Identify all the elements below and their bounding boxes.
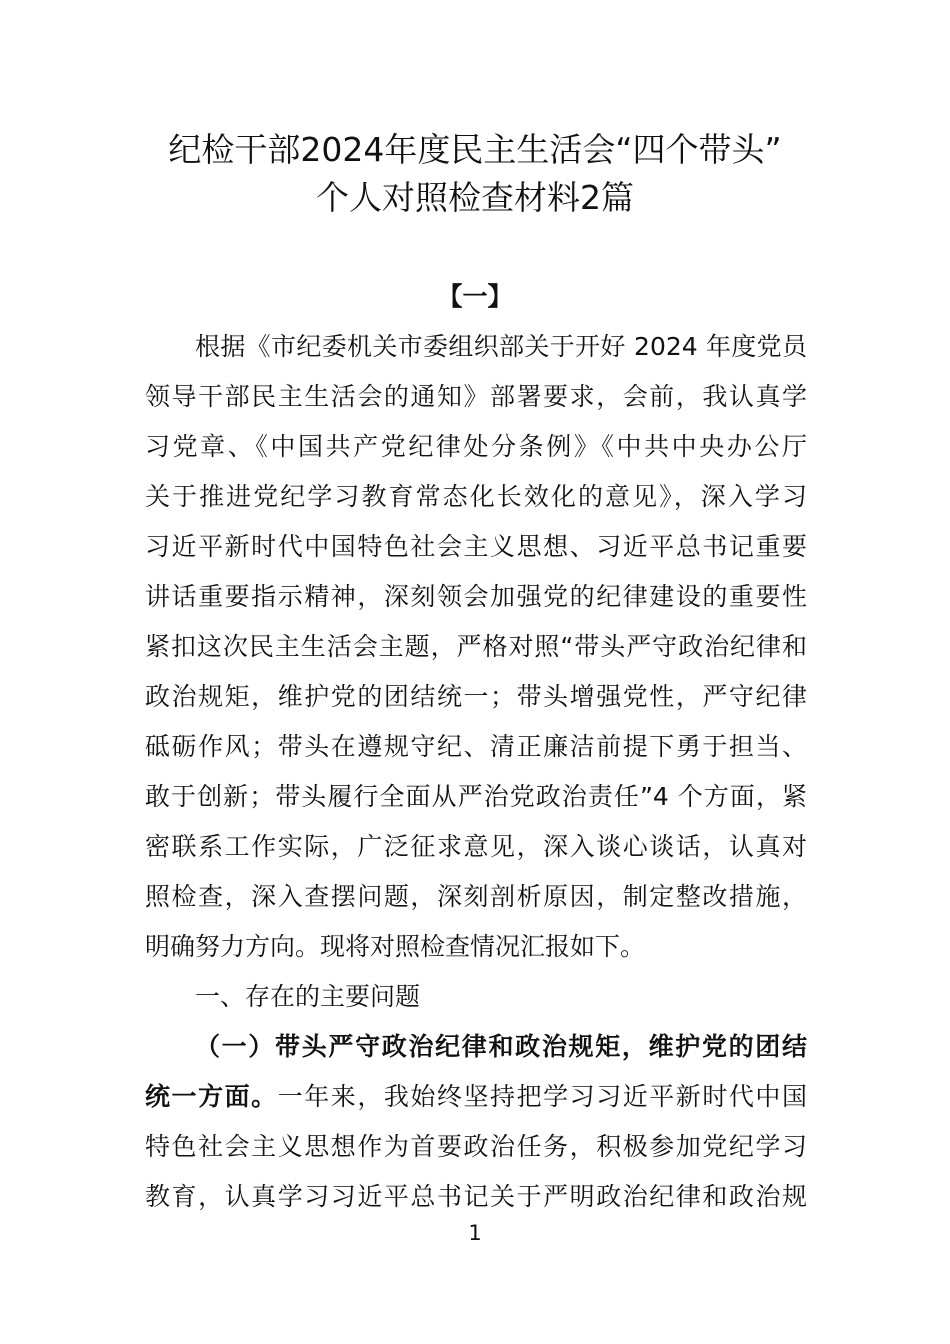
intro-paragraph-line: 领导干部民主生活会的通知》部署要求，会前，我认真学 bbox=[145, 382, 807, 411]
subsection-heading-1-continued: 统一方面。 bbox=[145, 1082, 278, 1111]
intro-paragraph-line: 讲话重要指示精神，深刻领会加强党的纪律建设的重要性 bbox=[145, 582, 807, 611]
subsection-1-line: 特色社会主义思想作为首要政治任务，积极参加党纪学习 bbox=[145, 1132, 807, 1161]
intro-paragraph-line: 敢于创新；带头履行全面从严治党政治责任”4 个方面，紧 bbox=[145, 782, 807, 811]
document-title-line-2: 个人对照检查材料2篇 bbox=[316, 178, 634, 217]
document-title-line-1: 纪检干部2024年度民主生活会“四个带头” bbox=[168, 130, 782, 169]
intro-paragraph-line: 紧扣这次民主生活会主题，严格对照“带头严守政治纪律和 bbox=[145, 632, 807, 661]
intro-paragraph-line: 习党章、《中国共产党纪律处分条例》《中共中央办公厅 bbox=[145, 432, 807, 461]
intro-paragraph-line: 密联系工作实际，广泛征求意见，深入谈心谈话，认真对 bbox=[145, 832, 807, 861]
heading-main-problems: 一、存在的主要问题 bbox=[195, 982, 421, 1011]
intro-paragraph-line: 砥砺作风；带头在遵规守纪、清正廉洁前提下勇于担当、 bbox=[145, 732, 807, 761]
intro-paragraph-line: 照检查，深入查摆问题，深刻剖析原因，制定整改措施， bbox=[145, 882, 807, 911]
intro-paragraph-line: 明确努力方向。现将对照检查情况汇报如下。 bbox=[145, 932, 646, 961]
subsection-1-line bbox=[145, 1072, 807, 1122]
subsection-1-text: 一年来，我始终坚持把学习习近平新时代中国 bbox=[277, 1082, 807, 1111]
intro-paragraph-line: 根据《市纪委机关市委组织部关于开好 2024 年度党员 bbox=[195, 332, 807, 361]
intro-paragraph-line: 习近平新时代中国特色社会主义思想、习近平总书记重要 bbox=[145, 532, 807, 561]
subsection-heading-1: （一）带头严守政治纪律和政治规矩，维护党的团结 bbox=[195, 1032, 807, 1061]
intro-paragraph-line: 政治规矩，维护党的团结统一；带头增强党性，严守纪律 bbox=[145, 682, 807, 711]
intro-paragraph-line: 关于推进党纪学习教育常态化长效化的意见》，深入学习 bbox=[145, 482, 807, 511]
subsection-1-line: 教育，认真学习习近平总书记关于严明政治纪律和政治规 bbox=[145, 1182, 807, 1211]
section-marker: 【一】 bbox=[437, 282, 513, 311]
page-number: 1 bbox=[468, 1221, 482, 1245]
